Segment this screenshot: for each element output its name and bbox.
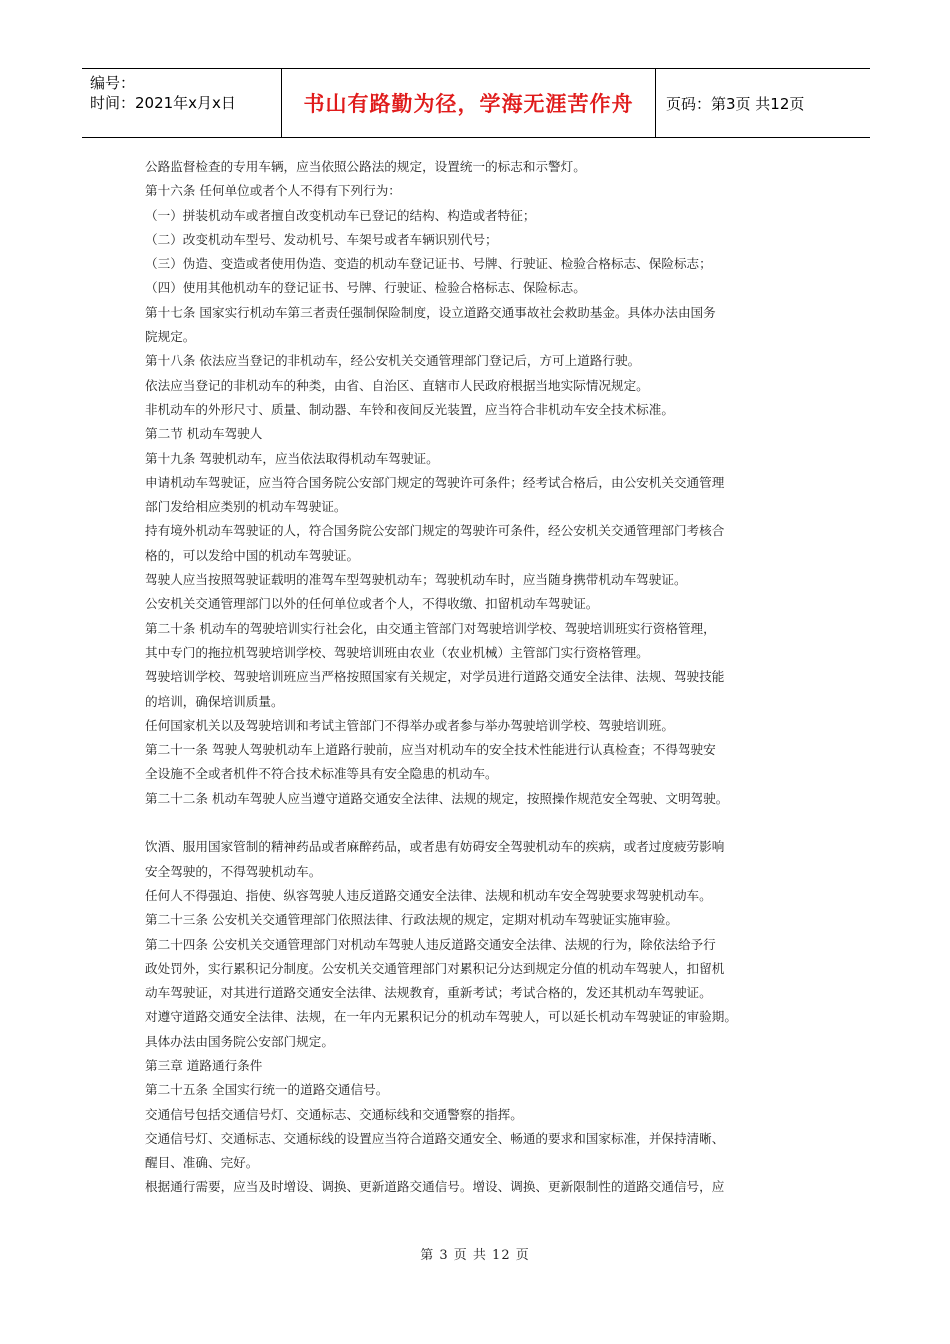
text-line: 的培训，确保培训质量。 (145, 693, 284, 709)
body-section-b (145, 835, 830, 1199)
paragraph-gap (145, 811, 830, 835)
text-line: 任何人不得强迫、指使、纵容驾驶人违反道路交通安全法律、法规和机动车安全驾驶要求驾驶机动车。 (145, 887, 712, 903)
text-line: 申请机动车驾驶证，应当符合国务院公安部门规定的驾驶许可条件；经考试合格后，由公安机关交通管理 (145, 474, 725, 490)
text-line: 第三章 道路通行条件 (145, 1057, 263, 1073)
text-line: 交通信号包括交通信号灯、交通标志、交通标线和交通警察的指挥。 (145, 1106, 523, 1122)
text-line: 驾驶人应当按照驾驶证载明的准驾车型驾驶机动车；驾驶机动车时，应当随身携带机动车驾驶证。 (145, 572, 687, 588)
header-meta-cell (82, 69, 282, 137)
page-footer: 第 3 页 共 12 页 (420, 1248, 530, 1263)
text-line: 依法应当登记的非机动车的种类，由省、自治区、直辖市人民政府根据当地实际情况规定。 (145, 377, 649, 393)
page-header (82, 68, 870, 138)
body-section-a (145, 155, 830, 811)
text-line: （三）伪造、变造或者使用伪造、变造的机动车登记证书、号牌、行驶证、检验合格标志、保险标志； (145, 256, 712, 272)
text-line: 其中专门的拖拉机驾驶培训学校、驾驶培训班由农业（农业机械）主管部门实行资格管理。 (145, 644, 649, 660)
text-line: 第二节 机动车驾驶人 (145, 426, 263, 442)
text-line: 政处罚外，实行累积记分制度。公安机关交通管理部门对累积记分达到规定分值的机动车驾驶人，扣留机 (145, 960, 725, 976)
text-line: 第二十二条 机动车驾驶人应当遵守道路交通安全法律、法规的规定，按照操作规范安全驾驶、文明驾驶。 (145, 790, 729, 806)
text-line: 部门发给相应类别的机动车驾驶证。 (145, 499, 347, 515)
document-number-label: 编号： (90, 74, 136, 92)
text-line: 第十八条 依法应当登记的非机动车，经公安机关交通管理部门登记后，方可上道路行驶。 (145, 353, 641, 369)
text-line: 全设施不全或者机件不符合技术标准等具有安全隐患的机动车。 (145, 766, 498, 782)
text-line: 第二十条 机动车的驾驶培训实行社会化，由交通主管部门对驾驶培训学校、驾驶培训班实行资格管理， (145, 620, 716, 636)
text-line: 任何国家机关以及驾驶培训和考试主管部门不得举办或者参与举办驾驶培训学校、驾驶培训班。 (145, 717, 674, 733)
text-line: 院规定。 (145, 329, 196, 345)
text-line: 第十六条 任何单位或者个人不得有下列行为： (145, 183, 401, 199)
text-line: （一）拼装机动车或者擅自改变机动车已登记的结构、构造或者特征； (145, 207, 536, 223)
text-line: 第二十三条 公安机关交通管理部门依照法律、行政法规的规定，定期对机动车驾驶证实施审验。 (145, 912, 678, 928)
text-line: 第十九条 驾驶机动车，应当依法取得机动车驾驶证。 (145, 450, 439, 466)
text-line: 第二十五条 全国实行统一的道路交通信号。 (145, 1082, 389, 1098)
text-line: 第二十四条 公安机关交通管理部门对机动车驾驶人违反道路交通安全法律、法规的行为，除依法给予行 (145, 936, 716, 952)
text-line: 安全驾驶的，不得驾驶机动车。 (145, 863, 322, 879)
text-line: 驾驶培训学校、驾驶培训班应当严格按照国家有关规定，对学员进行道路交通安全法律、法规、驾驶技能 (145, 669, 725, 685)
text-line: （二）改变机动车型号、发动机号、车架号或者车辆识别代号； (145, 231, 498, 247)
document-body (145, 155, 830, 1200)
text-line: 交通信号灯、交通标志、交通标线的设置应当符合道路交通安全、畅通的要求和国家标准，并保持清晰、 (145, 1130, 725, 1146)
text-line: 饮酒、服用国家管制的精神药品或者麻醉药品，或者患有妨碍安全驾驶机动车的疾病，或者过度疲劳影响 (145, 839, 725, 855)
text-line: 格的，可以发给中国的机动车驾驶证。 (145, 547, 360, 563)
text-line: 非机动车的外形尺寸、质量、制动器、车铃和夜间反光装置，应当符合非机动车安全技术标准。 (145, 401, 674, 417)
text-line: 第十七条 国家实行机动车第三者责任强制保险制度，设立道路交通事故社会救助基金。具体办法由国务 (145, 304, 716, 320)
text-line: 根据通行需要，应当及时增设、调换、更新道路交通信号。增设、调换、更新限制性的道路交通信号，应 (145, 1179, 725, 1195)
text-line: 动车驾驶证，对其进行道路交通安全法律、法规教育，重新考试；考试合格的，发还其机动车驾驶证。 (145, 985, 712, 1001)
text-line: 公安机关交通管理部门以外的任何单位或者个人，不得收缴、扣留机动车驾驶证。 (145, 596, 599, 612)
text-line: 对遵守道路交通安全法律、法规，在一年内无累积记分的机动车驾驶人，可以延长机动车驾驶证的审验期。 (145, 1009, 737, 1025)
header-motto: 书山有路勤为径，学海无涯苦作舟 (282, 69, 656, 137)
text-line: 公路监督检查的专用车辆，应当依照公路法的规定，设置统一的标志和示警灯。 (145, 159, 586, 174)
text-line: 持有境外机动车驾驶证的人，符合国务院公安部门规定的驾驶许可条件，经公安机关交通管理部门考核合 (145, 523, 725, 539)
text-line: 具体办法由国务院公安部门规定。 (145, 1033, 334, 1049)
text-line: 第二十一条 驾驶人驾驶机动车上道路行驶前，应当对机动车的安全技术性能进行认真检查；不得驾驶安 (145, 742, 716, 758)
header-page-info: 页码：第3页 共12页 (666, 94, 805, 113)
document-time-label: 时间：2021年x月x日 (90, 94, 236, 112)
text-line: （四）使用其他机动车的登记证书、号牌、行驶证、检验合格标志、保险标志。 (145, 280, 586, 296)
text-line: 醒目、准确、完好。 (145, 1155, 259, 1171)
